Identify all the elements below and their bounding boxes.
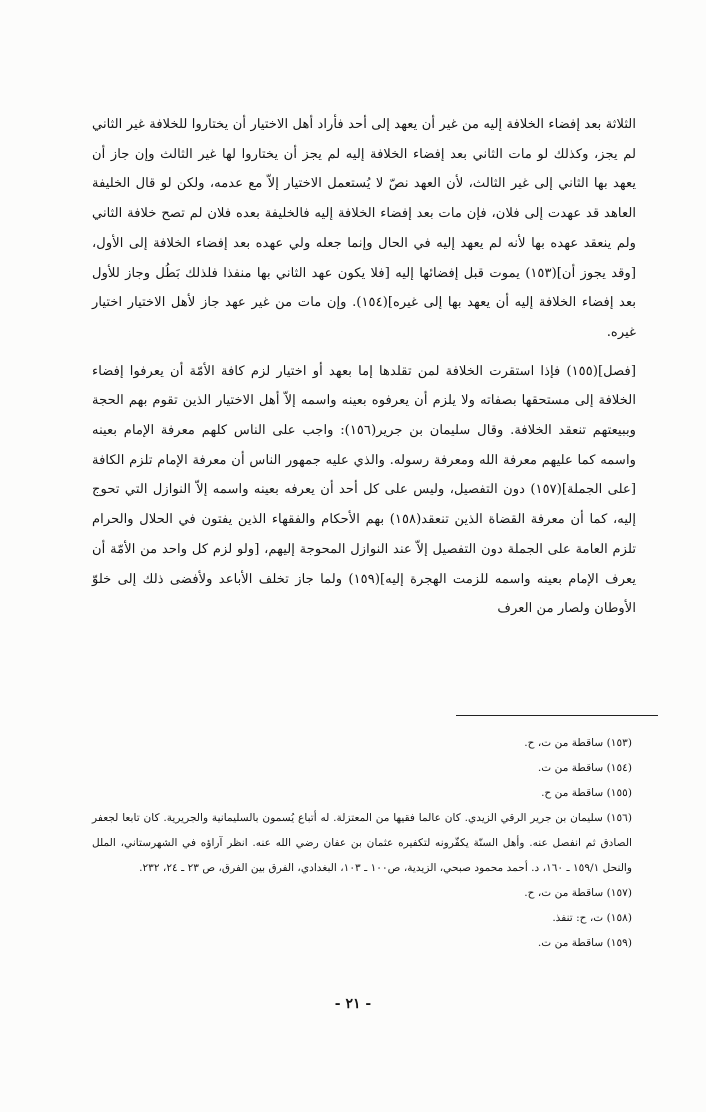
footnote-154: (١٥٤) ساقطة من ت.: [537, 762, 632, 774]
footnote-159: (١٥٩) ساقطة من ت.: [537, 937, 632, 949]
footnotes: [92, 731, 632, 956]
footnote-158: (١٥٨) ت، ح: تنفذ.: [552, 912, 632, 924]
footnote-156: (١٥٦) سليمان بن جرير الرقي الزيدي. كان عالما فقيها من المعتزلة. له أتباع يُسمون بالسليمانية والجريرية. كان تابعا لجعفر الصادق ثم انفصل عنه. وأهل السنّة يكفّرونه لتكفيره عثمان بن عفان رضي الله عنه. انظر آراؤه في الشهرستاني، الملل والنحل ١٥٩/١ ـ ١٦٠، د. أحمد محمود صبحي، الزيدية، ص١٠٠ ـ ١٠٣، البغدادي، الفرق بين الفرق، ص ٢٣ ـ ٢٤، ٢٣٢.: [92, 812, 632, 874]
footnote-157: (١٥٧) ساقطة من ت، ح.: [524, 887, 632, 899]
footnote-155: (١٥٥) ساقطة من ح.: [541, 787, 632, 799]
page-number: - ٢١ -: [334, 996, 372, 1012]
paragraph-1: الثلاثة بعد إفضاء الخلافة إليه من غير أن يعهد إلى أحد فأراد أهل الاختيار أن يختاروا للخلافة غير الثاني لم يجز، وكذلك لو مات الثاني بعد إفضاء الخلافة إليه لم يجز أن يختاروا لها غير الثالث وإن جاز أن يعهد بها الثاني إلى غير الثالث، لأن العهد نصّ لا يُستعمل الاختيار إلاّ مع عدمه، ولكن لو قال الخليفة العاهد قد عهدت إلى فلان، فإن مات بعد إفضاء الخلافة إليه فالخليفة بعده فلان لم تصح خلافة الثاني ولم ينعقد عهده بها لأنه لم يعهد إليه في الحال وإنما جعله ولي عهده بعد إفضاء الخلافة إلى الأول، [وقد يجوز أن](١٥٣) يموت قبل إفضائها إليه [فلا يكون عهد الثاني بها منفذا فلذلك بَطُل وجاز للأول بعد إفضاء الخلافة إليه أن يعهد بها إلى غيره](١٥٤). وإن مات من غير عهد جاز لأهل الاختيار اختيار غيره.: [92, 117, 636, 340]
footnote-153: (١٥٣) ساقطة من ت، ح.: [524, 737, 632, 749]
paragraph-2: [فصل](١٥٥) فإذا استقرت الخلافة لمن تقلدها إما بعهد أو اختيار لزم كافة الأمّة أن يعرفوا إفضاء الخلافة إلى مستحقها بصفاته ولا يلزم أن يعرفوه بعينه واسمه إلاّ أهل الاختيار الذين تقوم بهم الحجة وببيعتهم تنعقد الخلافة. وقال سليمان بن جرير(١٥٦): واجب على الناس كلهم معرفة الإمام بعينه واسمه كما عليهم معرفة الله ومعرفة رسوله. والذي عليه جمهور الناس أن معرفة الإمام تلزم الكافة [على الجملة](١٥٧) دون التفصيل، وليس على كل أحد أن يعرفه بعينه واسمه إلاّ النوازل التي تحوج إليه، كما أن معرفة القضاة الذين تنعقد(١٥٨) بهم الأحكام والفقهاء الذين يفتون في الحلال والحرام تلزم العامة على الجملة دون التفصيل إلاّ عند النوازل المحوجة إليهم، [ولو لزم كل واحد من الأمّة أن يعرف الإمام بعينه واسمه للزمت الهجرة إليه](١٥٩) ولما جاز تخلف الأباعد ولأفضى ذلك إلى خلوّ الأوطان ولصار من العرف: [92, 363, 637, 617]
footnote-separator: [456, 715, 658, 716]
main-text: [92, 110, 636, 624]
